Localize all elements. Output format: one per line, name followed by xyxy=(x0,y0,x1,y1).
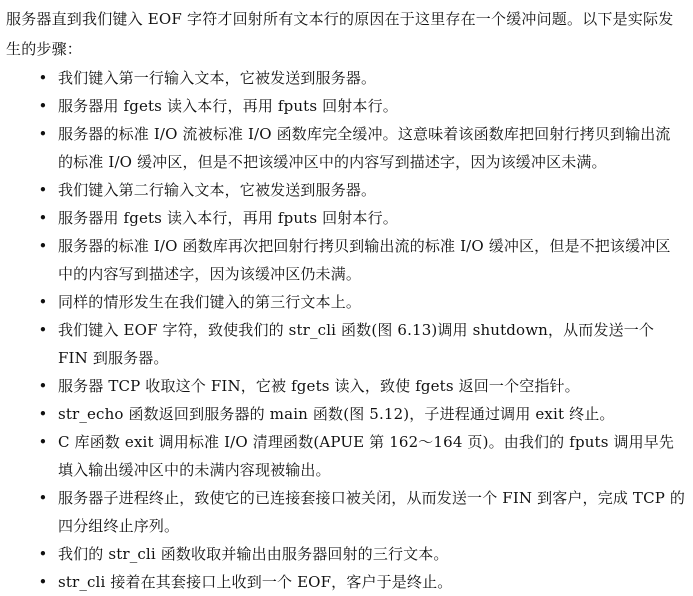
list-item xyxy=(0,568,693,596)
list-item-text: str_echo 函数返回到服务器的 main 函数(图 5.12)，子进程通过调用 exit 终止。 xyxy=(58,405,615,423)
list-item-text: 同样的情形发生在我们键入的第三行文本上。 xyxy=(58,293,362,311)
list-item xyxy=(0,120,693,176)
list-item-text: 我们键入 EOF 字符，致使我们的 str_cli 函数(图 6.13)调用 shutdown，从而发送一个 FIN 到服务器。 xyxy=(58,321,655,367)
bullet-icon: • xyxy=(38,377,48,395)
list-item xyxy=(0,316,693,372)
bullet-icon: • xyxy=(38,293,48,311)
list-item-text: 我们键入第二行输入文本，它被发送到服务器。 xyxy=(58,181,377,199)
list-item xyxy=(0,372,693,400)
bullet-icon: • xyxy=(38,405,48,423)
bullet-icon: • xyxy=(38,181,48,199)
list-item-text: 服务器的标准 I/O 流被标准 I/O 函数库完全缓冲。这意味着该函数库把回射行拷贝到输出流的标准 I/O 缓冲区，但是不把该缓冲区中的内容写到描述字，因为该缓冲区未满。 xyxy=(58,125,671,171)
list-item-text: 服务器的标准 I/O 函数库再次把回射行拷贝到输出流的标准 I/O 缓冲区，但是不把该缓冲区中的内容写到描述字，因为该缓冲区仍未满。 xyxy=(58,237,671,283)
bullet-icon: • xyxy=(38,125,48,143)
bullet-icon: • xyxy=(38,321,48,339)
bullet-icon: • xyxy=(38,489,48,507)
list-item xyxy=(0,92,693,120)
list-item-text: C 库函数 exit 调用标准 I/O 清理函数(APUE 第 162～164 页)。由我们的 fputs 调用早先填入输出缓冲区中的未满内容现被输出。 xyxy=(58,433,675,479)
list-item xyxy=(0,428,693,484)
list-item-text: 我们的 str_cli 函数收取并输出由服务器回射的三行文本。 xyxy=(58,545,449,563)
bullet-icon: • xyxy=(38,209,48,227)
list-item-text: str_cli 接着在其套接口上收到一个 EOF，客户于是终止。 xyxy=(58,573,453,591)
list-item xyxy=(0,64,693,92)
list-item-text: 服务器用 fgets 读入本行，再用 fputs 回射本行。 xyxy=(58,209,398,227)
list-item-text: 服务器子进程终止，致使它的已连接套接口被关闭，从而发送一个 FIN 到客户，完成 TCP 的四分组终止序列。 xyxy=(58,489,686,535)
intro-paragraph: 服务器直到我们键入 EOF 字符才回射所有文本行的原因在于这里存在一个缓冲问题。以下是实际发生的步骤： xyxy=(6,10,674,58)
bullet-icon: • xyxy=(38,573,48,591)
list-item xyxy=(0,176,693,204)
bullet-icon: • xyxy=(38,433,48,451)
bullet-icon: • xyxy=(38,237,48,255)
bullet-icon: • xyxy=(38,97,48,115)
bullet-icon: • xyxy=(38,545,48,563)
list-item xyxy=(0,484,693,540)
bullet-icon: • xyxy=(38,69,48,87)
list-item-text: 服务器 TCP 收取这个 FIN，它被 fgets 读入，致使 fgets 返回一个空指针。 xyxy=(58,377,580,395)
list-item-text: 服务器用 fgets 读入本行，再用 fputs 回射本行。 xyxy=(58,97,398,115)
list-item xyxy=(0,232,693,288)
list-item xyxy=(0,540,693,568)
steps-list xyxy=(0,64,693,596)
list-item-text: 我们键入第一行输入文本，它被发送到服务器。 xyxy=(58,69,377,87)
list-item xyxy=(0,400,693,428)
list-item xyxy=(0,288,693,316)
list-item xyxy=(0,204,693,232)
